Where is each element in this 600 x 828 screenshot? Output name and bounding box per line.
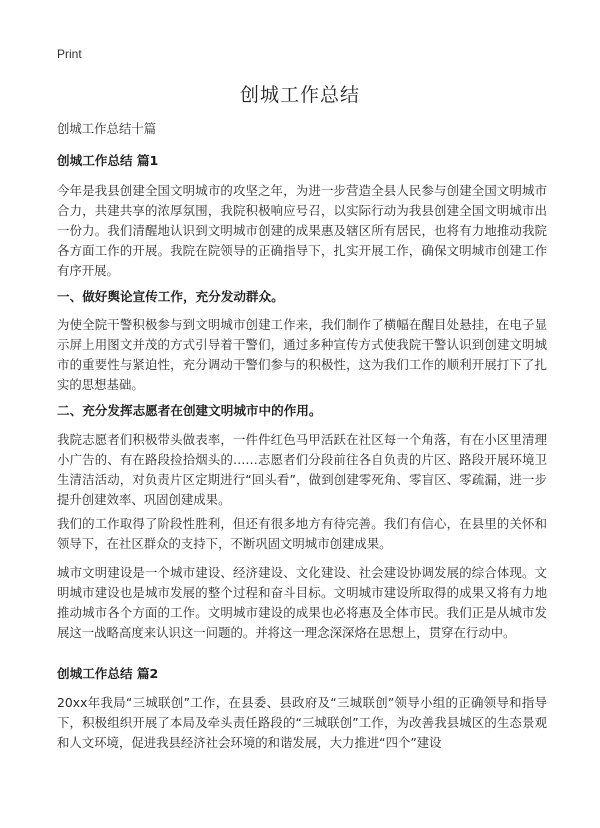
document-subtitle: 创城工作总结十篇	[57, 121, 157, 136]
page-title: 创城工作总结	[239, 84, 360, 106]
article-1-heading: 创城工作总结 篇1	[57, 153, 159, 168]
section-1-paragraph: 为使全院干警积极参与到文明城市创建工作来，我们制作了横幅在醒目处悬挂，在电子显示屏上用图文并茂的方式引导着干警们，通过多种宣传方式使我院干警认识到创建文明城市的重要性与紧迫性，充分调动干警们参与的积极性，这为我们工作的顺利开展打下了扎实的思想基础。	[57, 317, 547, 392]
section-2-heading: 二、充分发挥志愿者在创建文明城市中的作用。	[57, 403, 322, 418]
article-1-intro-paragraph: 今年是我县创建全国文明城市的攻坚之年，为进一步营造全县人民参与创建全国文明城市合力，共建共享的浓厚氛围，我院积极响应号召，以实际行动为我县创建全国文明城市出一份力。我们清醒地认识到文明城市创建的成果惠及辖区所有居民，也将有力地推动我院各方面工作的开展。我院在院领导的正确指导下，扎实开展工作，确保文明城市创建工作有序开展。	[57, 183, 547, 278]
conclusion-paragraph: 城市文明建设是一个城市建设、经济建设、文化建设、社会建设协调发展的综合体现。文明城市建设也是城市发展的整个过程和奋斗目标。文明城市建设所取得的成果又将有力地推动城市各个方面的工作。文明城市建设的成果也必将惠及全体市民。我们正是从城市发展这一战略高度来认识这一问题的。并将这一理念深深烙在思想上，贯穿在行动中。	[57, 565, 547, 640]
section-2-paragraph: 我院志愿者们积极带头做表率，一件件红色马甲活跃在社区每一个角落，有在小区里清理小广告的、有在路段捡拾烟头的……志愿者们分段前往各自负责的片区、路段开展环境卫生清洁活动，对负责片区定期进行“回头看”，做到创建零死角、零盲区、零疏漏，进一步提升创建效率、巩固创建成果。	[57, 432, 547, 507]
article-2-heading: 创城工作总结 篇2	[57, 666, 159, 681]
progress-paragraph: 我们的工作取得了阶段性胜利，但还有很多地方有待完善。我们有信心，在县里的关怀和领导下，在社区群众的支持下，不断巩固文明城市创建成果。	[57, 516, 547, 551]
section-1-heading: 一、做好舆论宣传工作，充分发动群众。	[57, 289, 284, 304]
print-label[interactable]: Print	[57, 47, 82, 61]
article-2-intro-paragraph: 20xx年我局“三城联创”工作，在县委、县政府及“三城联创”领导小组的正确领导和指导下，积极组织开展了本局及牵头责任路段的“三城联创”工作，为改善我县城区的生态景观和人文环境，促进我县经济社会环境的和谐发展，大力推进“四个”建设	[57, 695, 547, 750]
